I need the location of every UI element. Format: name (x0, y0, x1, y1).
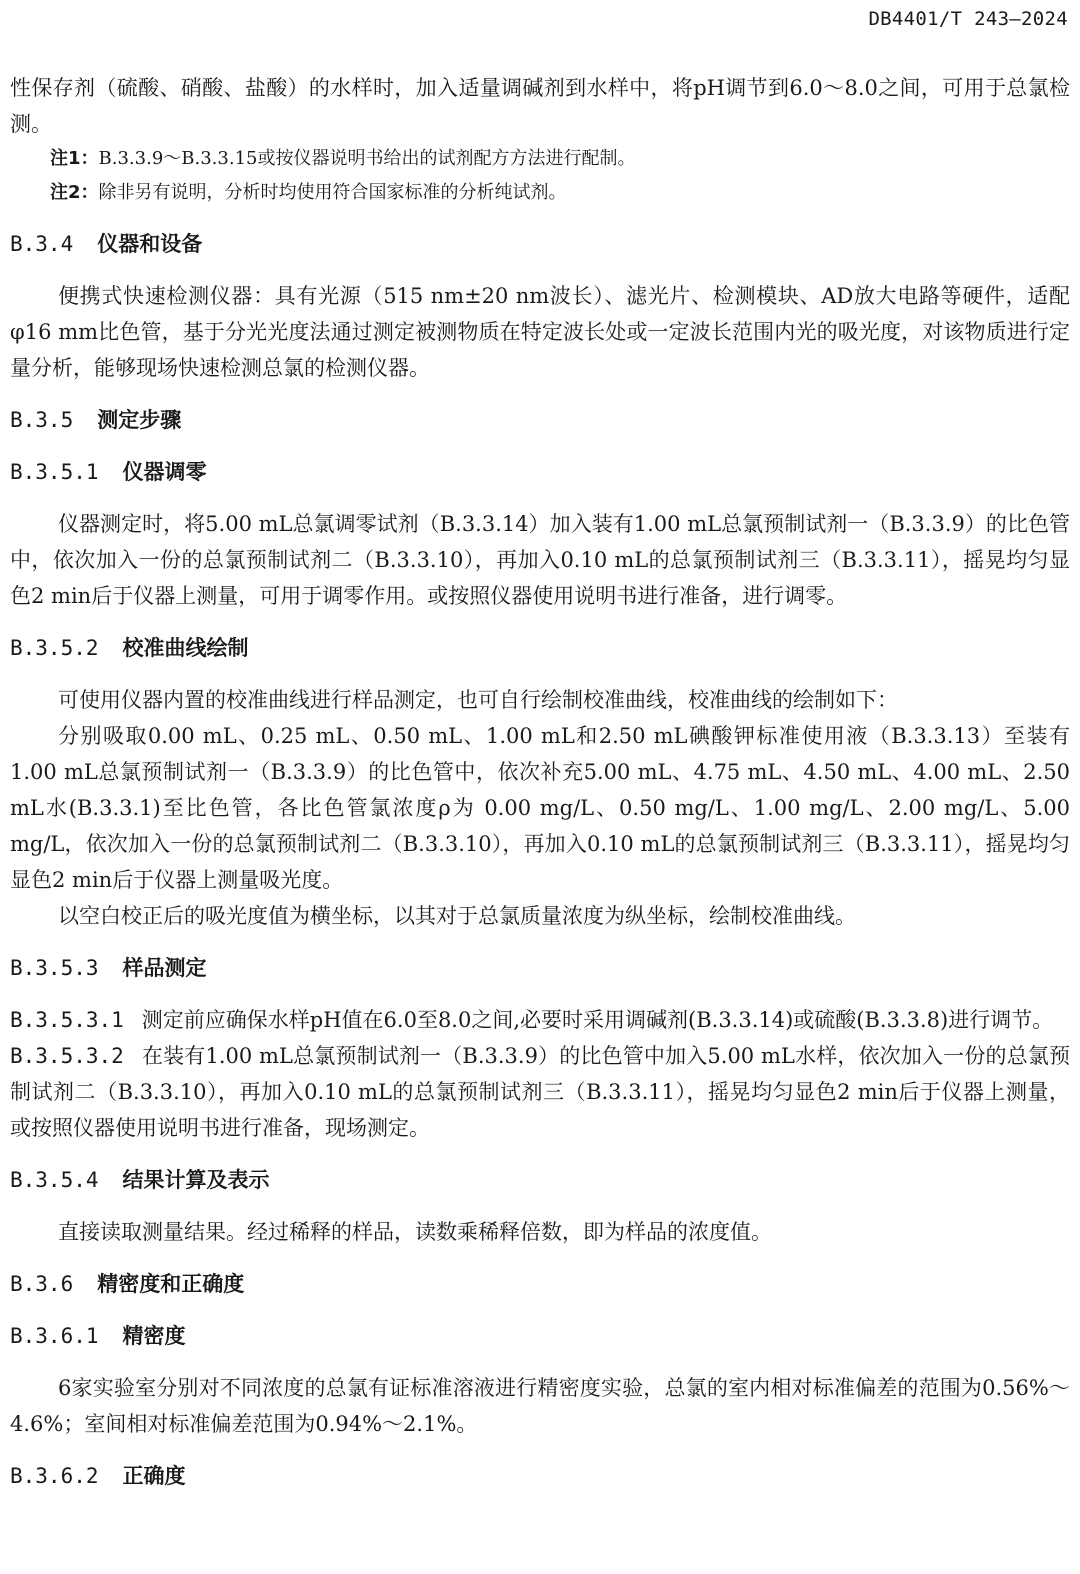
heading-b3361 (10, 1318, 1070, 1354)
section-number: B.3.5.4 (10, 1168, 99, 1192)
paragraph-b3361: 6家实验室分别对不同浓度的总氯有证标准溶液进行精密度实验，总氯的室内相对标准偏差的范围为0.56%～4.6%；室间相对标准偏差范围为0.94%～2.1%。 (10, 1376, 1070, 1436)
heading-b3362 (10, 1458, 1070, 1494)
note-1-text: B.3.3.9～B.3.3.15或按仪器说明书给出的试剂配方方法进行配制。 (98, 148, 636, 169)
section-title: 样品测定 (122, 956, 207, 980)
section-title: 精密度和正确度 (97, 1272, 245, 1296)
heading-b3353 (10, 950, 1070, 986)
document-body (10, 70, 1070, 1510)
intro-paragraph: 性保存剂（硫酸、硝酸、盐酸）的水样时，加入适量调碱剂到水样中，将pH调节到6.0～8.0之间，可用于总氯检测。 (10, 76, 1070, 136)
paragraph-b3351: 仪器测定时，将5.00 mL总氯调零试剂（B.3.3.14）加入装有1.00 mL总氯预制试剂一（B.3.3.9）的比色管中，依次加入一份的总氯预制试剂二（B.3.3.10），再加入0.10 mL的总氯预制试剂三（B.3.3.11），摇晃均匀显色2 min后于仪器上测量，可用于调零作用。或按照仪器使用说明书进行准备，进行调零。 (10, 512, 1070, 608)
section-title: 正确度 (122, 1464, 186, 1488)
note-2-label: 注2： (50, 182, 99, 203)
section-number: B.3.5.2 (10, 636, 99, 660)
section-number: B.3.5 (10, 408, 74, 432)
subclause-number: B.3.5.3.1 (10, 1008, 124, 1032)
section-number: B.3.6.1 (10, 1324, 99, 1348)
section-number: B.3.6 (10, 1272, 74, 1296)
heading-b3354 (10, 1162, 1070, 1198)
section-title: 结果计算及表示 (122, 1168, 270, 1192)
heading-b3352 (10, 630, 1070, 666)
note-2 (10, 176, 1070, 210)
section-title: 仪器调零 (122, 460, 207, 484)
paragraph-b33531 (10, 1002, 1070, 1038)
document-header-id: DB4401/T 243—2024 (868, 8, 1068, 30)
section-number: B.3.5.1 (10, 460, 99, 484)
heading-b334 (10, 226, 1070, 262)
heading-b335 (10, 402, 1070, 438)
subclause-text: 测定前应确保水样pH值在6.0至8.0之间,必要时采用调碱剂(B.3.3.14)或硫酸(B.3.3.8)进行调节。 (141, 1008, 1054, 1032)
note-1-label: 注1： (50, 148, 99, 169)
paragraph-b33532 (10, 1038, 1070, 1146)
paragraph-b3352-2: 分别吸取0.00 mL、0.25 mL、0.50 mL、1.00 mL和2.50 mL碘酸钾标准使用液（B.3.3.13）至装有1.00 mL总氯预制试剂一（B.3.3.9）的比色管中，依次补充5.00 mL、4.75 mL、4.50 mL、4.00 mL、2.50 mL水(B.3.3.1)至比色管，各比色管氯浓度ρ为 0.00 mg/L、0.50 mg/L、1.00 mg/L、2.00 mg/L、5.00 mg/L，依次加入一份的总氯预制试剂二（B.3.3.10），再加入0.10 mL的总氯预制试剂三（B.3.3.11），摇晃均匀显色2 min后于仪器上测量吸光度。 (10, 724, 1070, 892)
heading-b3351 (10, 454, 1070, 490)
section-title: 精密度 (122, 1324, 186, 1348)
note-1 (10, 142, 1070, 176)
note-2-text: 除非另有说明，分析时均使用符合国家标准的分析纯试剂。 (98, 182, 567, 203)
paragraph-b3352-1: 可使用仪器内置的校准曲线进行样品测定，也可自行绘制校准曲线，校准曲线的绘制如下： (58, 688, 898, 712)
section-number: B.3.4 (10, 232, 74, 256)
subclause-number: B.3.5.3.2 (10, 1044, 124, 1068)
subclause-text: 在装有1.00 mL总氯预制试剂一（B.3.3.9）的比色管中加入5.00 mL水样，依次加入一份的总氯预制试剂二（B.3.3.10），再加入0.10 mL的总氯预制试剂三（B.3.3.11），摇晃均匀显色2 min后于仪器上测量，或按照仪器使用说明书进行准备，现场测定。 (10, 1044, 1070, 1140)
paragraph-b3354: 直接读取测量结果。经过稀释的样品，读数乘稀释倍数，即为样品的浓度值。 (58, 1220, 772, 1244)
section-title: 校准曲线绘制 (122, 636, 249, 660)
section-title: 仪器和设备 (97, 232, 203, 256)
section-title: 测定步骤 (97, 408, 182, 432)
section-number: B.3.5.3 (10, 956, 99, 980)
heading-b336 (10, 1266, 1070, 1302)
paragraph-b3352-3: 以空白校正后的吸光度值为横坐标，以其对于总氯质量浓度为纵坐标，绘制校准曲线。 (58, 904, 856, 928)
paragraph-b334: 便携式快速检测仪器：具有光源（515 nm±20 nm波长）、滤光片、检测模块、AD放大电路等硬件，适配φ16 mm比色管，基于分光光度法通过测定被测物质在特定波长处或一定波长范围内光的吸光度，对该物质进行定量分析，能够现场快速检测总氯的检测仪器。 (10, 284, 1070, 380)
section-number: B.3.6.2 (10, 1464, 99, 1488)
